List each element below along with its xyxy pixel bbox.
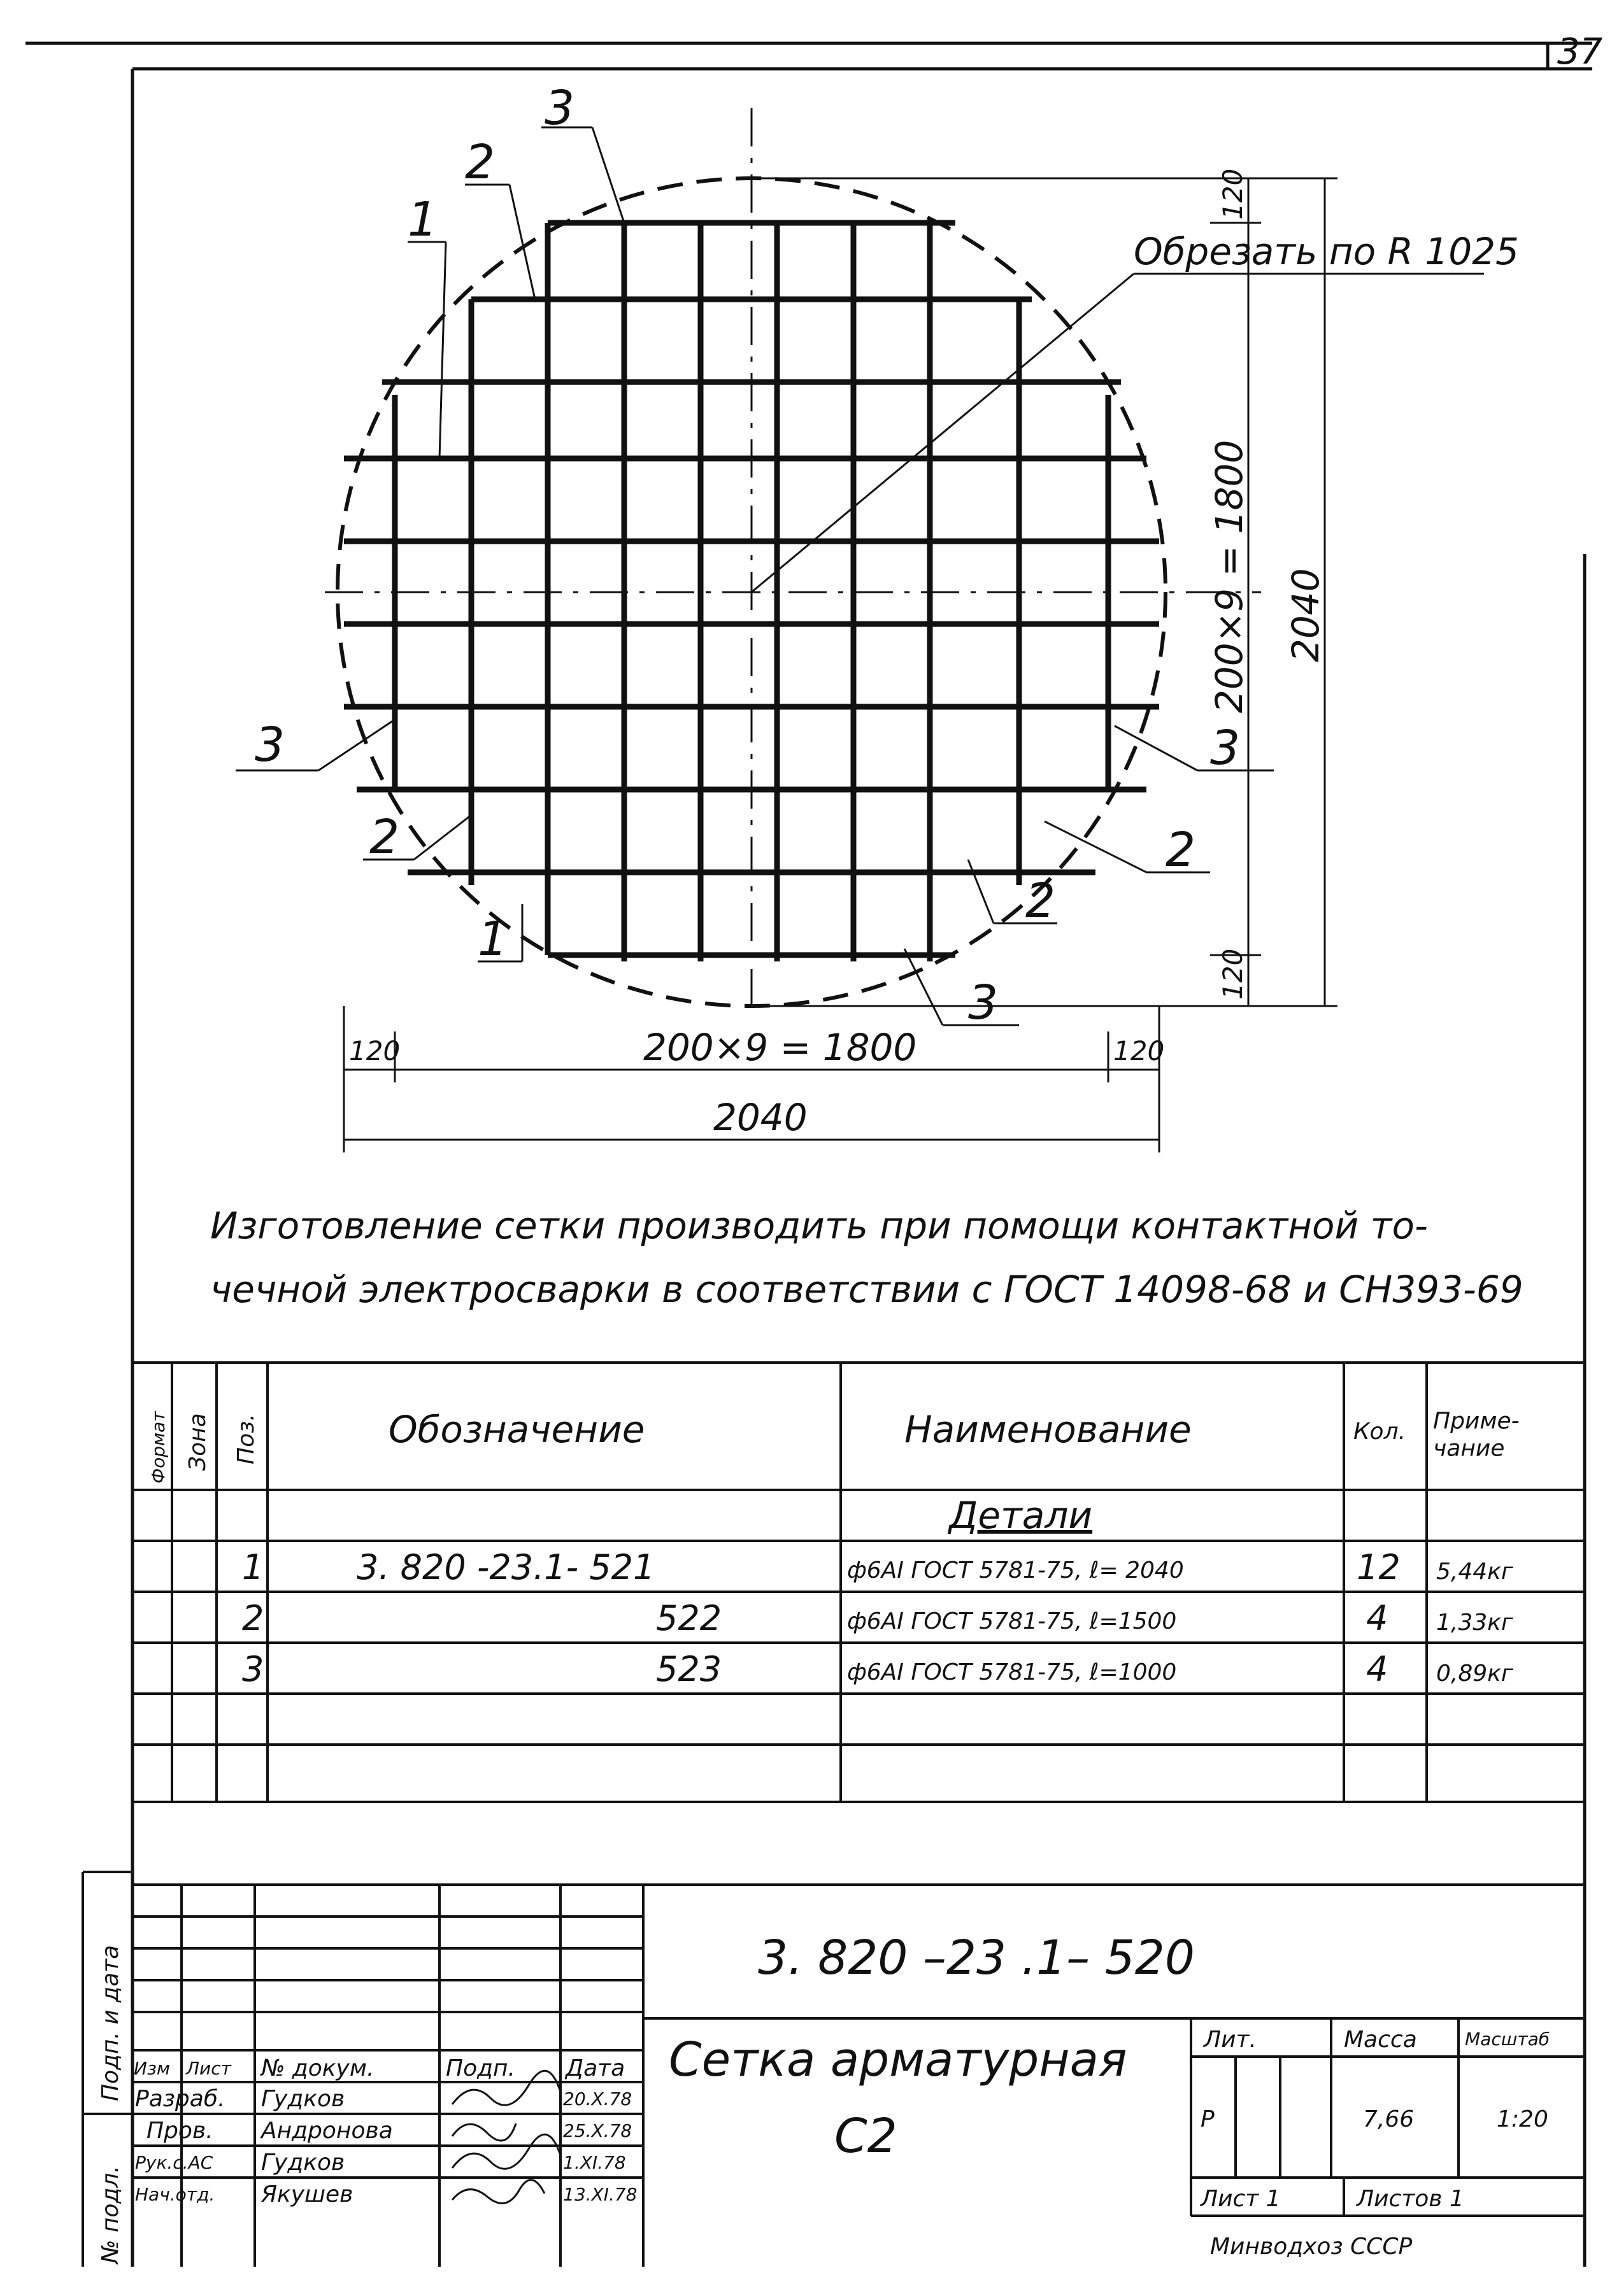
col-izm: Изм	[134, 2058, 170, 2079]
person-4-role: Нач.отд.	[135, 2184, 215, 2205]
th-name: Наименование	[904, 1408, 1192, 1451]
row-3-designation: 523	[656, 1649, 722, 1689]
person-4-name: Якушев	[261, 2181, 353, 2207]
person-2-date: 25.X.78	[563, 2120, 632, 2141]
callout-2-left: 2	[369, 810, 400, 865]
side-stamp-inv: № подл.	[97, 2165, 124, 2264]
th-note: Приме-чание	[1433, 1408, 1520, 1462]
callout-2-right: 2	[1166, 823, 1196, 877]
person-2-role: Пров.	[146, 2118, 213, 2144]
row-1-name: ф6АI ГОСТ 5781-75, ℓ= 2040	[847, 1557, 1184, 1584]
mass-value: 7,66	[1363, 2106, 1415, 2132]
row-2-pos: 2	[242, 1598, 264, 1638]
side-stamp-sign-date: Подп. и дата	[97, 1945, 124, 2101]
scale-value: 1:20	[1497, 2106, 1548, 2132]
person-1-role: Разраб.	[135, 2086, 225, 2112]
callout-3-right: 3	[1210, 721, 1241, 776]
dim-h-main: 200×9 = 1800	[643, 1026, 917, 1069]
scale-label: Масштаб	[1465, 2029, 1550, 2050]
mesh-drawing	[236, 81, 1519, 1152]
callout-2-top: 2	[465, 135, 496, 190]
callout-1-bottom: 1	[478, 912, 508, 967]
sheet-label: Лист 1	[1201, 2186, 1281, 2212]
radius-leader	[752, 274, 1134, 592]
dim-h-120-left: 120	[349, 1035, 401, 1067]
row-3-qty: 4	[1366, 1649, 1388, 1689]
mass-label: Масса	[1344, 2027, 1417, 2053]
dim-h-total: 2040	[713, 1096, 808, 1139]
cut-radius-note: Обрезать по R 1025	[1134, 230, 1519, 273]
person-3-name: Гудков	[261, 2150, 345, 2176]
dim-v-120-top: 120	[1217, 168, 1248, 220]
sheets-label: Листов 1	[1357, 2186, 1464, 2212]
col-doc: № докум.	[261, 2055, 374, 2081]
person-2-name: Андронова	[261, 2118, 393, 2144]
dim-v-main: 200×9 = 1800	[1208, 439, 1251, 713]
callout-1-top: 1	[408, 192, 438, 247]
row-3-pos: 3	[242, 1649, 264, 1689]
dim-v-120-bottom: 120	[1217, 948, 1248, 1000]
page-number: 37	[1557, 31, 1603, 73]
row-1-designation: 3. 820 -23.1- 521	[357, 1547, 655, 1587]
th-designation: Обозначение	[389, 1408, 645, 1451]
th-zone: Зона	[185, 1413, 211, 1471]
row-2-name: ф6АI ГОСТ 5781-75, ℓ=1500	[847, 1608, 1177, 1634]
lit-value: Р	[1201, 2106, 1215, 2132]
th-pos: Поз.	[233, 1414, 259, 1464]
row-3-note: 0,89кг	[1436, 1661, 1513, 1687]
org-name: Минводхоз СССР	[1210, 2234, 1413, 2260]
person-3-role: Рук.с.АС	[135, 2152, 213, 2173]
lit-label: Лит.	[1204, 2027, 1257, 2053]
col-date: Дата	[566, 2055, 625, 2081]
note-line-1: Изготовление сетки производить при помощи контактной то-	[210, 1204, 1428, 1247]
callout-3-top: 3	[545, 81, 575, 136]
title-line-2: С2	[834, 2109, 897, 2164]
col-list: Лист	[186, 2058, 231, 2079]
section-details: Детали	[949, 1494, 1093, 1537]
dim-v-total: 2040	[1284, 568, 1327, 662]
callout-leaders	[236, 127, 1274, 1025]
row-1-note: 5,44кг	[1436, 1559, 1513, 1585]
row-1-qty: 12	[1357, 1547, 1401, 1587]
note-line-2: чечной электросварки в соответствии с ГОСТ 14098-68 и СН393-69	[210, 1268, 1523, 1311]
th-qty: Кол.	[1353, 1419, 1406, 1445]
callout-3-bottom: 3	[968, 975, 999, 1030]
callout-2-bottom: 2	[1025, 874, 1056, 928]
title-line-1: Сетка арматурная	[669, 2032, 1127, 2087]
person-3-date: 1.XI.78	[563, 2152, 626, 2173]
row-2-qty: 4	[1366, 1598, 1388, 1638]
row-3-name: ф6АI ГОСТ 5781-75, ℓ=1000	[847, 1659, 1177, 1685]
th-format: Формат	[148, 1411, 169, 1484]
signatures	[452, 2071, 560, 2203]
person-1-date: 20.X.78	[563, 2088, 632, 2109]
callout-3-left: 3	[255, 718, 285, 772]
row-2-note: 1,33кг	[1436, 1610, 1513, 1636]
row-2-designation: 522	[656, 1598, 722, 1638]
person-1-name: Гудков	[261, 2086, 345, 2112]
row-1-pos: 1	[242, 1547, 264, 1587]
col-sign: Подп.	[446, 2055, 515, 2081]
dim-h-120-right: 120	[1113, 1035, 1165, 1067]
person-4-date: 13.XI.78	[563, 2184, 638, 2205]
doc-number: 3. 820 –23 .1– 520	[758, 1931, 1195, 1985]
